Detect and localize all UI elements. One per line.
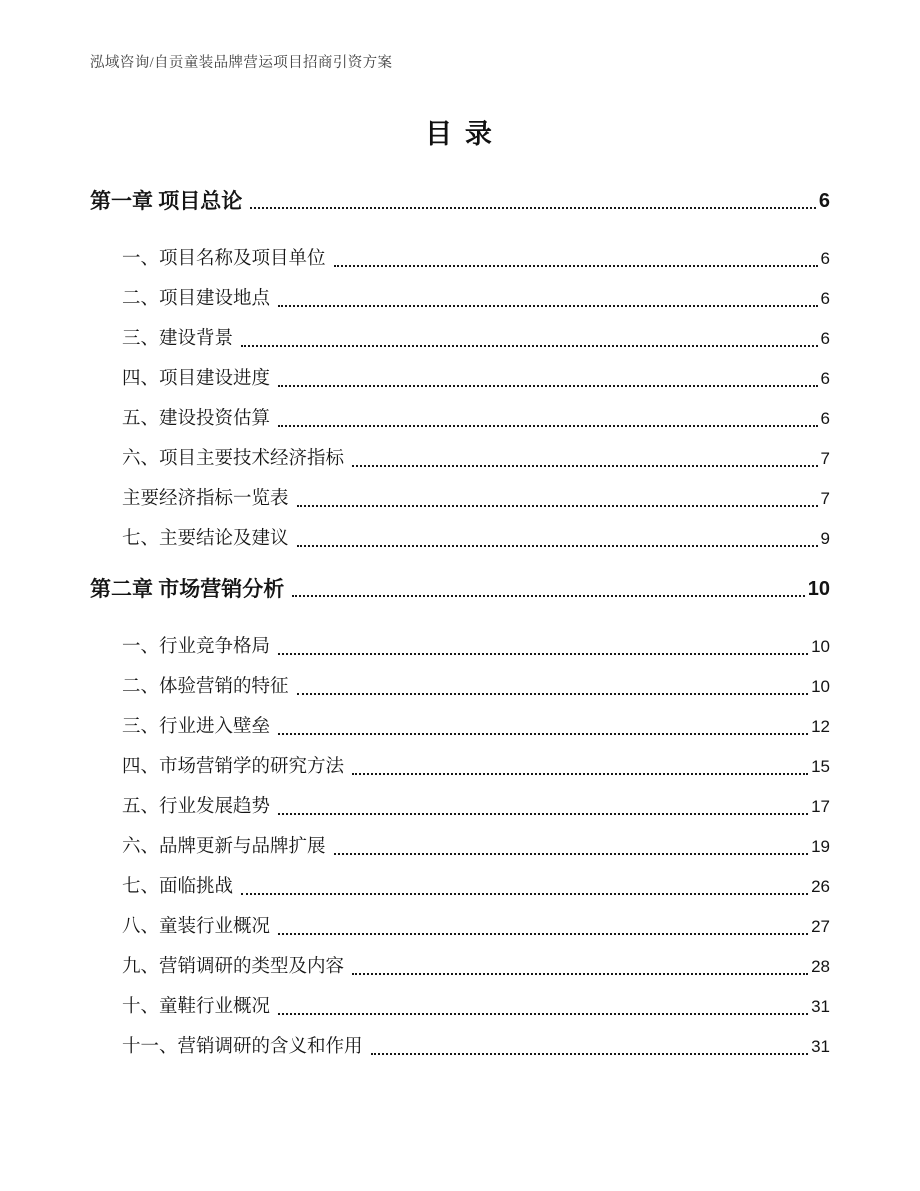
toc-entry[interactable] (90, 479, 830, 519)
toc-entry[interactable] (90, 239, 830, 279)
toc-title: 目 录 (425, 119, 495, 149)
toc-entry-label: 七、主要结论及建议 (122, 529, 289, 549)
dot-leader (352, 439, 818, 467)
toc-entry-page-number: 6 (820, 369, 830, 388)
toc-entry-page-number: 19 (811, 837, 830, 856)
toc-chapter-label: 第一章 项目总论 (90, 189, 243, 213)
dot-leader (297, 479, 818, 507)
toc-entry-page-number: 31 (811, 1037, 830, 1056)
toc-entry[interactable] (90, 667, 830, 707)
toc-entry-page-number: 17 (811, 797, 830, 816)
toc-entry-page-number: 9 (820, 529, 830, 548)
dot-leader (241, 319, 818, 347)
toc-entry-label: 一、行业竞争格局 (122, 637, 271, 657)
dot-leader (352, 947, 808, 975)
toc-entry-page-number: 10 (811, 677, 830, 696)
toc-entry-label: 四、市场营销学的研究方法 (122, 757, 345, 777)
dot-leader (241, 867, 808, 895)
toc-entry-page-number: 6 (820, 289, 830, 308)
dot-leader (371, 1027, 809, 1055)
toc-entry[interactable] (90, 1027, 830, 1067)
toc-entry[interactable] (90, 439, 830, 479)
toc-entry-label: 六、项目主要技术经济指标 (122, 449, 345, 469)
toc-chapter-block (90, 180, 830, 559)
toc-entry-label: 主要经济指标一览表 (122, 489, 289, 509)
dot-leader (297, 667, 809, 695)
dot-leader (334, 827, 809, 855)
toc-chapter-page-number: 6 (818, 190, 830, 212)
toc-entry[interactable] (90, 907, 830, 947)
toc-entry-label: 十一、营销调研的含义和作用 (122, 1037, 363, 1057)
toc-entry-page-number: 28 (811, 957, 830, 976)
toc-entry[interactable] (90, 519, 830, 559)
toc-entry[interactable] (90, 867, 830, 907)
toc-chapter-page-number: 10 (807, 578, 830, 600)
toc-entry[interactable] (90, 827, 830, 867)
toc-entry-page-number: 15 (811, 757, 830, 776)
toc-entry-page-number: 7 (820, 449, 830, 468)
toc-entry-page-number: 31 (811, 997, 830, 1016)
toc-entry-label: 十、童鞋行业概况 (122, 997, 271, 1017)
toc-entry-page-number: 10 (811, 637, 830, 656)
toc-chapter-block (90, 568, 830, 1067)
document-header: 泓域咨询/自贡童装品牌营运项目招商引资方案 (90, 55, 393, 71)
toc-entry[interactable] (90, 747, 830, 787)
toc-entry[interactable] (90, 707, 830, 747)
toc-entry-label: 一、项目名称及项目单位 (122, 249, 326, 269)
toc-entry-label: 六、品牌更新与品牌扩展 (122, 837, 326, 857)
dot-leader (278, 279, 818, 307)
toc-entry[interactable] (90, 627, 830, 667)
dot-leader (297, 519, 818, 547)
toc-entry-label: 七、面临挑战 (122, 877, 234, 897)
toc-chapter-label: 第二章 市场营销分析 (90, 577, 285, 601)
toc-entry[interactable] (90, 319, 830, 359)
dot-leader (278, 787, 808, 815)
dot-leader (292, 568, 805, 597)
dot-leader (278, 987, 808, 1015)
dot-leader (352, 747, 808, 775)
dot-leader (278, 627, 808, 655)
toc-entry-label: 九、营销调研的类型及内容 (122, 957, 345, 977)
toc-chapter-entry[interactable] (90, 568, 830, 610)
toc-entry-page-number: 6 (820, 249, 830, 268)
toc-entry[interactable] (90, 399, 830, 439)
toc-entry-page-number: 6 (820, 329, 830, 348)
toc-entry-label: 五、行业发展趋势 (122, 797, 271, 817)
toc-chapter-items (90, 627, 830, 1067)
dot-leader (278, 399, 818, 427)
toc-chapter-items (90, 239, 830, 559)
toc-entry[interactable] (90, 787, 830, 827)
dot-leader (278, 707, 808, 735)
toc-entry-label: 二、项目建设地点 (122, 289, 271, 309)
toc-entry[interactable] (90, 987, 830, 1027)
toc-entry-page-number: 27 (811, 917, 830, 936)
dot-leader (278, 359, 818, 387)
toc-entry-page-number: 6 (820, 409, 830, 428)
dot-leader (278, 907, 808, 935)
toc-entry-page-number: 7 (820, 489, 830, 508)
toc-entry-label: 八、童装行业概况 (122, 917, 271, 937)
toc-entry[interactable] (90, 947, 830, 987)
toc-entry[interactable] (90, 279, 830, 319)
toc-entry-page-number: 12 (811, 717, 830, 736)
toc-entry-label: 五、建设投资估算 (122, 409, 271, 429)
toc-entry-page-number: 26 (811, 877, 830, 896)
dot-leader (334, 239, 818, 267)
toc-entry[interactable] (90, 359, 830, 399)
toc-entry-label: 三、行业进入壁垒 (122, 717, 271, 737)
toc-entry-label: 三、建设背景 (122, 329, 234, 349)
dot-leader (250, 180, 816, 209)
toc-entry-label: 二、体验营销的特征 (122, 677, 289, 697)
toc-entry-label: 四、项目建设进度 (122, 369, 271, 389)
toc-chapter-entry[interactable] (90, 180, 830, 222)
table-of-contents (90, 180, 830, 1067)
